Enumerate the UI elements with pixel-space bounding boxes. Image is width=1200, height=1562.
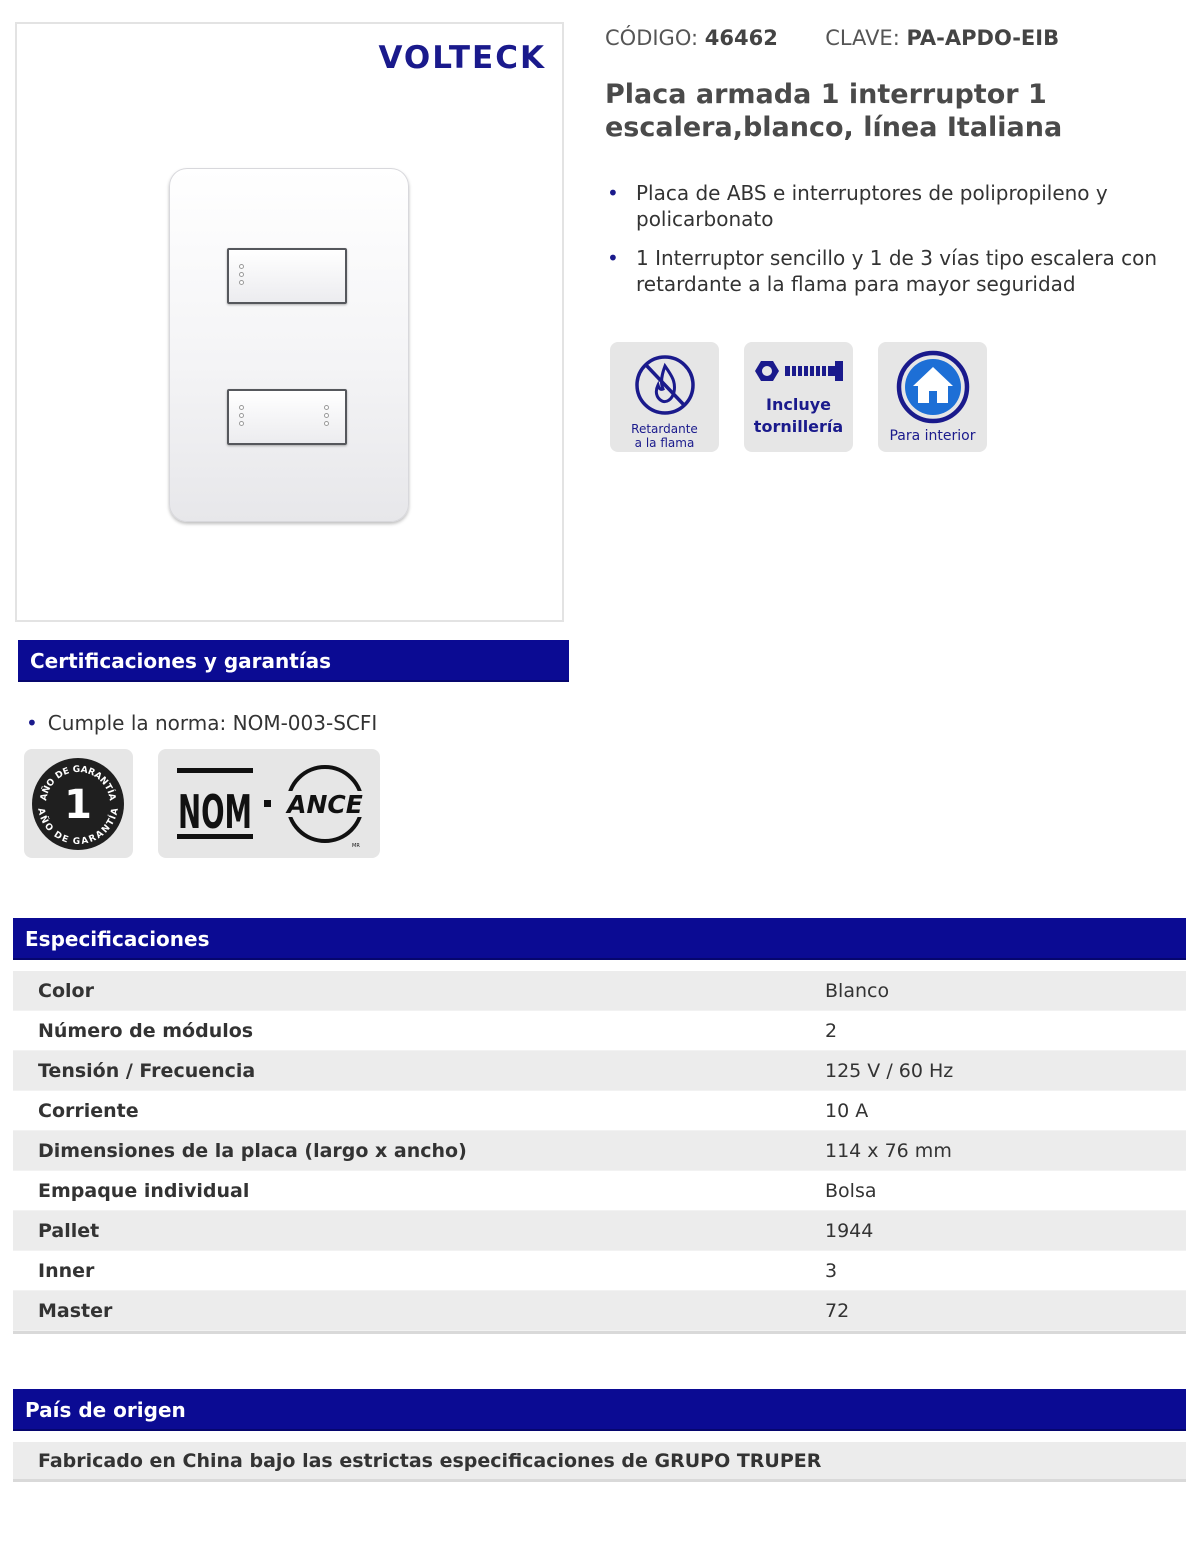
code-value: 46462 [704, 26, 778, 50]
spec-label: Tensión / Frecuencia [38, 1059, 256, 1082]
spec-label: Número de módulos [38, 1019, 254, 1042]
brand-logo: VOLTECK [378, 40, 546, 76]
feature-item: • 1 Interruptor sencillo y 1 de 3 vías tipo escalera con retardante a la flama para mayor seguridad [605, 245, 1175, 297]
indoor-use-badge [878, 342, 987, 452]
spec-label: Dimensiones de la placa (largo x ancho) [38, 1139, 467, 1162]
nom-ance-logo [158, 749, 380, 858]
warranty-logo [24, 749, 133, 858]
screw-icon [749, 352, 849, 394]
spec-value: 2 [825, 1019, 838, 1042]
flame-retardant-badge [610, 342, 719, 452]
origin-header: País de origen [13, 1389, 1186, 1431]
badge-label: Incluye [766, 395, 831, 414]
svg-text:NOM: NOM [178, 785, 252, 839]
spec-label: Inner [38, 1259, 95, 1282]
svg-text:AÑO DE GARANTÍA: AÑO DE GARANTÍA [35, 807, 121, 848]
code-label: CÓDIGO: [605, 26, 699, 50]
table-row [13, 1291, 1186, 1331]
table-row [13, 1051, 1186, 1091]
switch-plate-image [169, 168, 409, 522]
single-switch-image [227, 248, 347, 304]
spec-label: Empaque individual [38, 1179, 250, 1202]
svg-text:AÑO DE GARANTÍA: AÑO DE GARANTÍA [39, 764, 117, 802]
feature-item: • Placa de ABS e interruptores de polipropileno y policarbonato [605, 180, 1175, 232]
spec-label: Master [38, 1299, 113, 1322]
spec-value: 10 A [825, 1099, 869, 1122]
badge-label: a la flama [634, 436, 695, 450]
product-codes [605, 26, 1059, 50]
table-row [13, 1211, 1186, 1251]
svg-text:MR: MR [352, 843, 360, 849]
certification-item: • Cumple la norma: NOM-003-SCFI [26, 711, 378, 735]
key-value: PA-APDO-EIB [906, 26, 1060, 50]
certifications-header: Certificaciones y garantías [18, 640, 569, 682]
table-row [13, 1131, 1186, 1171]
spec-label: Corriente [38, 1099, 139, 1122]
house-icon [895, 349, 971, 425]
table-row [13, 971, 1186, 1011]
table-row [13, 1011, 1186, 1051]
spec-value: 1944 [825, 1219, 874, 1242]
product-image-frame [15, 22, 564, 622]
badge-label: Para interior [889, 428, 976, 444]
feature-list [605, 180, 1175, 310]
spec-value: 3 [825, 1259, 838, 1282]
spec-label: Color [38, 979, 94, 1002]
product-title: Placa armada 1 interruptor 1 escalera,blanco, línea Italiana [605, 79, 1063, 143]
spec-value: 114 x 76 mm [825, 1139, 952, 1162]
screws-included-badge [744, 342, 853, 452]
specifications-header: Especificaciones [13, 918, 1186, 960]
spec-value: Bolsa [825, 1179, 877, 1202]
badge-label: tornillería [753, 417, 844, 436]
flame-retardant-icon [630, 350, 700, 420]
badge-label: Retardante [631, 422, 698, 436]
spec-value: Blanco [825, 979, 890, 1002]
three-way-switch-image [227, 389, 347, 445]
key-label: CLAVE: [825, 26, 900, 50]
nom-ance-certification-icon [158, 749, 380, 858]
spec-label: Pallet [38, 1219, 100, 1242]
table-divider [13, 1331, 1186, 1334]
svg-text:1: 1 [64, 782, 92, 828]
origin-text: Fabricado en China bajo las estrictas especificaciones de GRUPO TRUPER [13, 1442, 1186, 1482]
specifications-table [13, 971, 1186, 1334]
spec-value: 72 [825, 1299, 850, 1322]
table-row [13, 1091, 1186, 1131]
table-row [13, 1171, 1186, 1211]
table-row [13, 1251, 1186, 1291]
warranty-seal-icon [24, 749, 133, 858]
svg-text:ANCE: ANCE [287, 790, 363, 819]
spec-value: 125 V / 60 Hz [825, 1059, 954, 1082]
